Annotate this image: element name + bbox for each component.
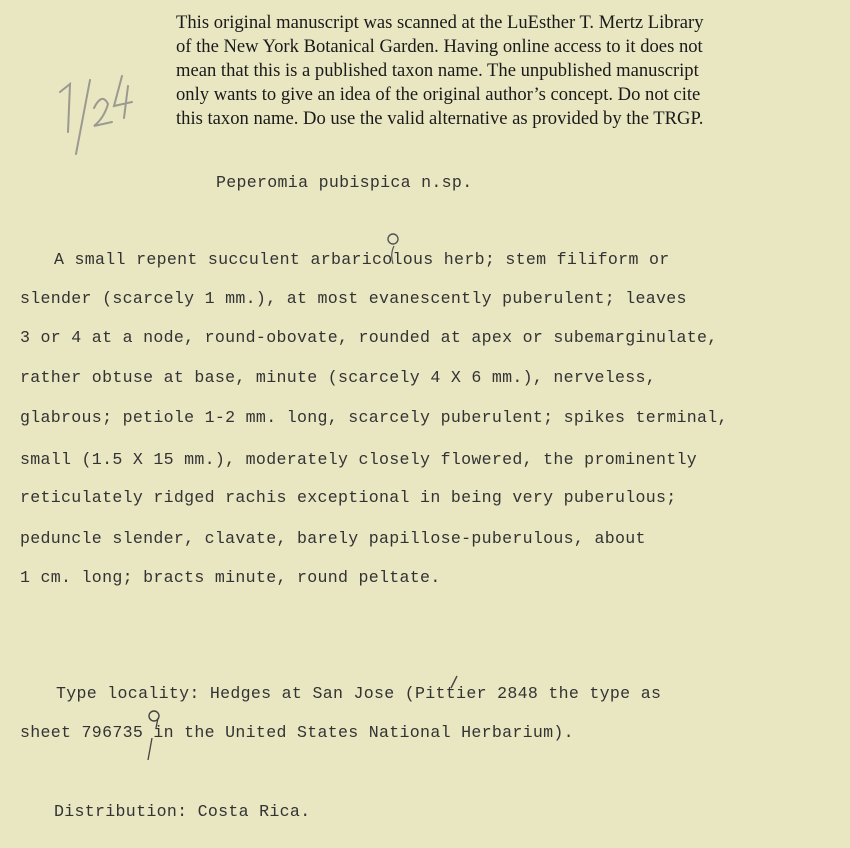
notice-line: This original manuscript was scanned at the LuEsther T. Mertz Library: [176, 12, 704, 33]
species-title: Peperomia pubispica n.sp.: [216, 173, 473, 192]
notice-line: only wants to give an idea of the original author’s concept. Do not cite: [176, 84, 701, 105]
description-line: glabrous; petiole 1-2 mm. long, scarcely puberulent; spikes terminal,: [20, 408, 728, 427]
notice-line: this taxon name. Do use the valid alternative as provided by the TRGP.: [176, 108, 704, 129]
notice-line: of the New York Botanical Garden. Having online access to it does not: [176, 36, 703, 57]
description-line: peduncle slender, clavate, barely papillose-puberulous, about: [20, 529, 646, 548]
description-line: small (1.5 X 15 mm.), moderately closely flowered, the prominently: [20, 450, 698, 469]
type-locality-line: Type locality: Hedges at San Jose (Pittier 2848 the type as: [56, 684, 662, 703]
description-line: 1 cm. long; bracts minute, round peltate.: [20, 568, 441, 587]
description-line: 3 or 4 at a node, round-obovate, rounded at apex or subemarginulate,: [20, 328, 718, 347]
description-line: reticulately ridged rachis exceptional in being very puberulous;: [20, 488, 677, 507]
description-line: slender (scarcely 1 mm.), at most evanescently puberulent; leaves: [20, 289, 687, 308]
type-locality-line: sheet 796735 in the United States National Herbarium).: [20, 723, 574, 742]
distribution: Distribution: Costa Rica.: [54, 802, 311, 821]
description-line: rather obtuse at base, minute (scarcely 4 X 6 mm.), nerveless,: [20, 368, 656, 387]
library-notice: [176, 11, 844, 131]
handwritten-note-mark: [52, 62, 142, 162]
description-line: A small repent succulent arbaricolous herb; stem filiform or: [54, 250, 670, 269]
notice-line: mean that this is a published taxon name. The unpublished manuscript: [176, 60, 699, 81]
